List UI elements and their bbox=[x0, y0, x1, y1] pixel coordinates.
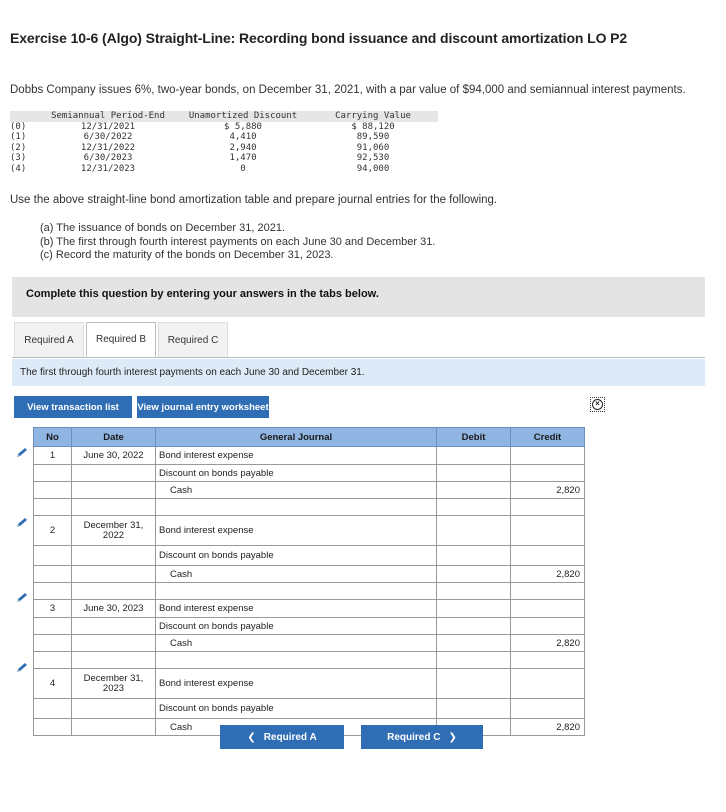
table-row bbox=[34, 482, 585, 499]
table-row bbox=[34, 669, 585, 699]
header-date: Date bbox=[72, 428, 156, 447]
amort-discount: 4,410 bbox=[229, 132, 257, 143]
amort-date: 6/30/2022 bbox=[83, 132, 133, 143]
amort-period: (3) bbox=[10, 153, 27, 164]
amort-discount: 0 bbox=[240, 163, 246, 174]
account-cell[interactable]: Cash bbox=[156, 719, 437, 736]
banner-text: Complete this question by entering your answers in the tabs below. bbox=[26, 288, 379, 300]
pencil-icon[interactable] bbox=[15, 662, 29, 674]
table-row-blank bbox=[34, 499, 585, 516]
credit-cell[interactable] bbox=[511, 669, 585, 699]
table-row bbox=[34, 699, 585, 719]
credit-cell[interactable]: 2,820 bbox=[511, 635, 585, 652]
amort-row bbox=[10, 164, 438, 175]
amort-header-blank bbox=[10, 111, 38, 122]
amort-carrying: $ 88,120 bbox=[351, 121, 395, 132]
problem-intro: Dobbs Company issues 6%, two-year bonds, on December 31, 2021, with a par value of $94,000 and semiannual interest payments. bbox=[10, 84, 686, 96]
account-cell[interactable]: Discount on bonds payable bbox=[156, 618, 437, 635]
credit-cell[interactable] bbox=[511, 516, 585, 546]
account-cell[interactable]: Bond interest expense bbox=[156, 447, 437, 465]
prev-button-label: Required A bbox=[263, 731, 317, 743]
amort-carrying: 89,590 bbox=[356, 132, 390, 143]
amort-row bbox=[10, 153, 438, 164]
amort-discount: 2,940 bbox=[229, 142, 257, 153]
next-button-label: Required C bbox=[387, 731, 441, 743]
journal-table bbox=[33, 427, 585, 736]
account-cell[interactable]: Discount on bonds payable bbox=[156, 465, 437, 482]
table-row bbox=[34, 465, 585, 482]
amort-date: 12/31/2021 bbox=[80, 121, 136, 132]
exercise-title: Exercise 10-6 (Algo) Straight-Line: Recording bond issuance and discount amortization LO P2 bbox=[10, 30, 628, 46]
header-debit: Debit bbox=[437, 428, 511, 447]
amort-period: (2) bbox=[10, 142, 27, 153]
header-general-journal: General Journal bbox=[156, 428, 437, 447]
debit-cell[interactable] bbox=[437, 699, 511, 719]
debit-cell[interactable] bbox=[437, 618, 511, 635]
entry-date: December 31, 2022 bbox=[72, 516, 156, 546]
credit-cell[interactable]: 2,820 bbox=[511, 719, 585, 736]
amort-header-carrying: Carrying Value bbox=[308, 111, 438, 122]
amort-row bbox=[10, 122, 438, 133]
credit-cell[interactable] bbox=[511, 546, 585, 566]
requirement-a: (a) The issuance of bonds on December 31, 2021. bbox=[40, 222, 286, 234]
view-journal-worksheet-button[interactable]: View journal entry worksheet bbox=[137, 396, 269, 418]
debit-cell[interactable] bbox=[437, 546, 511, 566]
debit-cell[interactable] bbox=[437, 566, 511, 583]
account-cell[interactable]: Discount on bonds payable bbox=[156, 546, 437, 566]
amort-date: 12/31/2023 bbox=[80, 163, 136, 174]
debit-cell[interactable] bbox=[437, 516, 511, 546]
requirement-c: (c) Record the maturity of the bonds on December 31, 2023. bbox=[40, 249, 334, 261]
debit-cell[interactable] bbox=[437, 447, 511, 465]
header-credit: Credit bbox=[511, 428, 585, 447]
pencil-icon[interactable] bbox=[15, 592, 29, 604]
chevron-right-icon: ❯ bbox=[448, 731, 457, 743]
entry-date: June 30, 2023 bbox=[72, 600, 156, 618]
amort-period: (4) bbox=[10, 163, 27, 174]
entry-no: 4 bbox=[34, 669, 72, 699]
pencil-icon[interactable] bbox=[15, 517, 29, 529]
amort-header-period: Semiannual Period-End bbox=[38, 111, 178, 122]
instructions-text: Use the above straight-line bond amortization table and prepare journal entries for the following. bbox=[10, 194, 498, 206]
credit-cell[interactable] bbox=[511, 600, 585, 618]
amort-period: (0) bbox=[10, 121, 27, 132]
entry-no: 2 bbox=[34, 516, 72, 546]
debit-cell[interactable] bbox=[437, 635, 511, 652]
amort-date: 6/30/2023 bbox=[83, 153, 133, 164]
amortization-table bbox=[10, 111, 438, 175]
tab-required-c[interactable]: Required C bbox=[158, 322, 228, 357]
account-cell[interactable]: Cash bbox=[156, 635, 437, 652]
debit-cell[interactable] bbox=[437, 600, 511, 618]
chevron-left-icon: ❮ bbox=[247, 731, 256, 743]
tab-required-b[interactable]: Required B bbox=[86, 322, 156, 357]
account-cell[interactable]: Cash bbox=[156, 482, 437, 499]
debit-cell[interactable] bbox=[437, 465, 511, 482]
view-transaction-list-button[interactable]: View transaction list bbox=[14, 396, 132, 418]
next-required-c-button[interactable] bbox=[361, 725, 483, 749]
credit-cell[interactable] bbox=[511, 447, 585, 465]
tab-divider bbox=[12, 357, 705, 358]
amort-carrying: 92,530 bbox=[356, 153, 390, 164]
table-row bbox=[34, 516, 585, 546]
table-row bbox=[34, 618, 585, 635]
close-circle-icon[interactable]: × bbox=[590, 397, 605, 412]
tab-description-text: The first through fourth interest payments on each June 30 and December 31. bbox=[20, 367, 365, 378]
debit-cell[interactable] bbox=[437, 669, 511, 699]
tab-required-a[interactable]: Required A bbox=[14, 322, 84, 357]
entry-no: 1 bbox=[34, 447, 72, 465]
account-cell[interactable]: Cash bbox=[156, 566, 437, 583]
instruction-banner bbox=[12, 277, 705, 317]
amort-discount: 1,470 bbox=[229, 153, 257, 164]
entry-date: June 30, 2022 bbox=[72, 447, 156, 465]
requirement-b: (b) The first through fourth interest payments on each June 30 and December 31. bbox=[40, 235, 436, 248]
amort-period: (1) bbox=[10, 132, 27, 143]
credit-cell[interactable]: 2,820 bbox=[511, 566, 585, 583]
amort-date: 12/31/2022 bbox=[80, 142, 136, 153]
entry-no: 3 bbox=[34, 600, 72, 618]
credit-cell[interactable]: 2,820 bbox=[511, 482, 585, 499]
account-cell[interactable]: Bond interest expense bbox=[156, 516, 437, 546]
amort-discount: $ 5,880 bbox=[224, 121, 262, 132]
account-cell[interactable]: Discount on bonds payable bbox=[156, 699, 437, 719]
debit-cell[interactable] bbox=[437, 482, 511, 499]
amort-row bbox=[10, 132, 438, 143]
credit-cell[interactable] bbox=[511, 699, 585, 719]
credit-cell[interactable] bbox=[511, 618, 585, 635]
table-row bbox=[34, 635, 585, 652]
entry-date: December 31, 2023 bbox=[72, 669, 156, 699]
pencil-icon[interactable] bbox=[15, 447, 29, 459]
prev-required-a-button[interactable] bbox=[220, 725, 344, 749]
amort-row bbox=[10, 143, 438, 154]
requirement-list bbox=[40, 222, 435, 263]
amort-carrying: 94,000 bbox=[356, 163, 390, 174]
table-row-blank bbox=[34, 652, 585, 669]
amort-header-discount: Unamortized Discount bbox=[178, 111, 308, 122]
table-row-blank bbox=[34, 583, 585, 600]
account-cell[interactable]: Bond interest expense bbox=[156, 600, 437, 618]
tab-description bbox=[12, 359, 705, 386]
table-row bbox=[34, 546, 585, 566]
table-row bbox=[34, 600, 585, 618]
account-cell[interactable]: Bond interest expense bbox=[156, 669, 437, 699]
amort-carrying: 91,060 bbox=[356, 142, 390, 153]
header-no: No bbox=[34, 428, 72, 447]
table-row bbox=[34, 566, 585, 583]
credit-cell[interactable] bbox=[511, 465, 585, 482]
table-row bbox=[34, 447, 585, 465]
